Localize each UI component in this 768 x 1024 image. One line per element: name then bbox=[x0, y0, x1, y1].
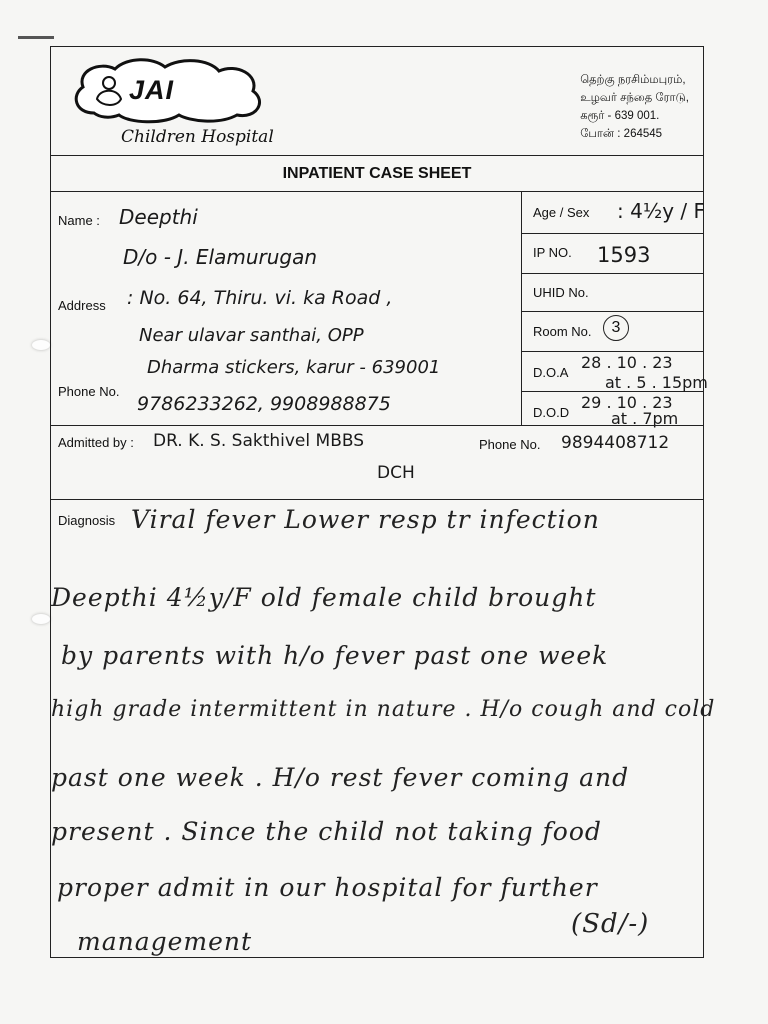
patient-relation: D/o - J. Elamurugan bbox=[123, 245, 318, 269]
logo-text: JAI bbox=[129, 75, 175, 105]
form-title: INPATIENT CASE SHEET bbox=[282, 165, 472, 182]
uhid-label: UHID No. bbox=[533, 285, 589, 300]
divider bbox=[51, 499, 703, 500]
name-label: Name : bbox=[58, 213, 100, 228]
ip-number: 1593 bbox=[597, 243, 651, 267]
diagnosis-line: Deepthi 4½y/F old female child brought bbox=[51, 583, 597, 612]
diagnosis-line: past one week . H/o rest fever coming and bbox=[51, 763, 630, 792]
room-label: Room No. bbox=[533, 324, 592, 339]
divider bbox=[521, 191, 522, 425]
doctor-qualification: DCH bbox=[377, 463, 415, 483]
diagnosis-label: Diagnosis bbox=[58, 513, 116, 528]
doa-label: D.O.A bbox=[533, 365, 569, 380]
divider bbox=[51, 155, 703, 156]
punch-hole bbox=[32, 340, 50, 350]
doctor-phone: 9894408712 bbox=[561, 433, 670, 453]
divider bbox=[51, 425, 703, 426]
doa-date: 28 . 10 . 23 bbox=[581, 353, 673, 372]
divider bbox=[521, 273, 703, 274]
doctor-phone-label: Phone No. bbox=[479, 437, 541, 452]
divider bbox=[521, 311, 703, 312]
divider bbox=[521, 233, 703, 234]
diagnosis-line: proper admit in our hospital for further bbox=[57, 873, 598, 902]
patient-phone: 9786233262, 9908988875 bbox=[137, 393, 391, 415]
diagnosis-line: management bbox=[77, 927, 253, 956]
admitted-by-label: Admitted by : bbox=[58, 435, 134, 450]
doa-time: at . 5 . 15pm bbox=[605, 373, 708, 392]
room-number: 3 bbox=[603, 315, 629, 341]
address-line: கரூர் - 639 001. bbox=[580, 110, 660, 122]
hospital-logo bbox=[69, 55, 274, 155]
diagnosis-line: by parents with h/o fever past one week bbox=[61, 641, 609, 670]
divider bbox=[51, 191, 703, 192]
diagnosis-line: Viral fever Lower resp tr infection bbox=[131, 505, 600, 534]
case-sheet-form bbox=[50, 46, 716, 958]
hospital-address bbox=[580, 71, 689, 143]
divider bbox=[521, 351, 703, 352]
address-label: Address bbox=[58, 298, 106, 313]
staple-mark bbox=[18, 36, 54, 39]
patient-address-line: Near ulavar santhai, OPP bbox=[139, 325, 364, 346]
address-line: தெற்கு நரசிம்மபுரம், bbox=[580, 74, 686, 86]
address-line: உழவர் சந்தை ரோடு, bbox=[580, 92, 689, 104]
address-line: போன் : 264545 bbox=[580, 128, 663, 140]
dod-time: at . 7pm bbox=[611, 409, 679, 428]
phone-label: Phone No. bbox=[58, 384, 120, 399]
logo-subtitle: Children Hospital bbox=[121, 127, 274, 147]
patient-address-line: : No. 64, Thiru. vi. ka Road , bbox=[127, 287, 393, 309]
patient-address-line: Dharma stickers, karur - 639001 bbox=[147, 357, 441, 378]
ip-label: IP NO. bbox=[533, 245, 572, 260]
punch-hole bbox=[32, 614, 50, 624]
dod-date: 29 . 10 . 23 bbox=[581, 393, 673, 412]
diagnosis-line: high grade intermittent in nature . H/o cough and cold bbox=[51, 697, 716, 722]
admitting-doctor: DR. K. S. Sakthivel MBBS bbox=[153, 431, 365, 451]
age-sex-label: Age / Sex bbox=[533, 205, 590, 220]
dod-label: D.O.D bbox=[533, 405, 570, 420]
patient-age-sex: : 4½y / F bbox=[617, 199, 705, 223]
patient-name: Deepthi bbox=[119, 205, 198, 229]
doctor-signature: (Sd/-) bbox=[571, 909, 650, 939]
diagnosis-line: present . Since the child not taking food bbox=[51, 817, 602, 846]
